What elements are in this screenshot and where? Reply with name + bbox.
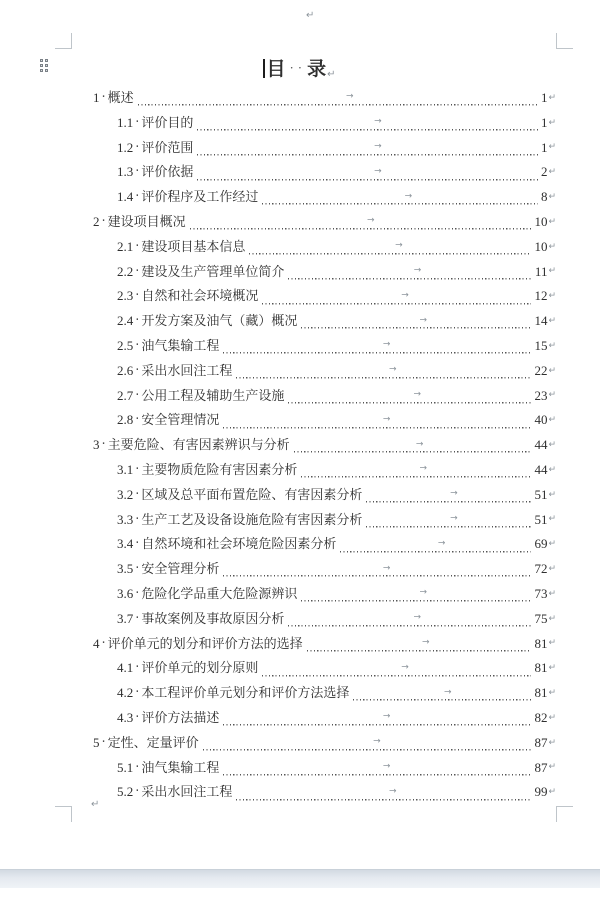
space-mark: · [135, 387, 140, 403]
entry-page-number: 10 [534, 213, 548, 229]
leader-dots [197, 160, 538, 185]
tab-arrow-mark: → [415, 439, 424, 450]
tab-arrow-mark: → [374, 116, 382, 127]
paragraph-mark: ↵ [548, 316, 556, 327]
entry-title: 评价单元的划分原则 [141, 660, 259, 676]
entry-number: 2 [93, 213, 100, 229]
toc-entry[interactable] [72, 632, 556, 657]
entry-title: 定性、定量评价 [107, 734, 199, 750]
entry-title: 评价程序及工作经过 [141, 189, 259, 205]
tab-arrow-mark: → [413, 389, 421, 400]
empty-paragraph-mark: ↵ [306, 10, 315, 21]
paragraph-mark: ↵ [548, 762, 556, 773]
space-mark: · [135, 536, 140, 552]
toc-entry[interactable] [72, 681, 556, 706]
tab-arrow-mark: → [443, 687, 452, 698]
toc-entry[interactable] [72, 235, 556, 260]
toc-entry[interactable] [72, 359, 556, 384]
toc-entry[interactable] [72, 384, 556, 409]
entry-number: 5.1 [117, 759, 134, 775]
entry-page-number: 69 [534, 536, 548, 552]
entry-number: 3.4 [117, 536, 134, 552]
toc-entry[interactable] [72, 582, 556, 607]
entry-title: 自然环境和社会环境危险因素分析 [141, 536, 337, 552]
entry-title: 本工程评价单元划分和评价方法选择 [141, 685, 350, 701]
entry-page-number: 2 [540, 164, 548, 180]
paragraph-mark: ↵ [548, 688, 556, 699]
entry-title: 评价依据 [141, 164, 194, 180]
entry-title: 危险化学品重大危险源辨识 [141, 585, 298, 601]
paragraph-mark: ↵ [548, 390, 556, 401]
tab-arrow-mark: → [437, 538, 446, 549]
paragraph-mark: ↵ [548, 291, 556, 302]
toc-entry[interactable] [72, 210, 556, 235]
entry-title: 评价方法描述 [141, 709, 220, 725]
entry-page-number: 81 [534, 635, 548, 651]
paragraph-mark: ↵ [548, 167, 556, 178]
leader-dots [197, 136, 538, 161]
paragraph-mark: ↵ [548, 340, 556, 351]
tab-arrow-mark: → [388, 786, 397, 797]
paragraph-mark: ↵ [548, 663, 556, 674]
tab-arrow-mark: → [374, 141, 382, 152]
entry-number: 3 [93, 437, 100, 453]
entry-page-number: 75 [534, 610, 548, 626]
entry-page-number: 51 [534, 486, 548, 502]
tab-arrow-mark: → [382, 414, 391, 425]
toc-entry[interactable] [72, 731, 556, 756]
space-mark: · [135, 313, 140, 329]
tab-arrow-mark: → [419, 587, 428, 598]
space-mark: · [101, 437, 106, 453]
entry-number: 4.1 [117, 660, 134, 676]
tab-arrow-mark: → [373, 736, 381, 747]
space-mark: · [135, 511, 140, 527]
entry-number: 1.2 [117, 139, 134, 155]
toc-entry[interactable] [72, 309, 556, 334]
entry-title: 主要物质危险有害因素分析 [141, 461, 298, 477]
entry-title: 油气集输工程 [141, 337, 220, 353]
entry-page-number: 1 [540, 90, 548, 105]
entry-number: 2.8 [117, 412, 134, 428]
entry-title: 事故案例及事故原因分析 [141, 610, 285, 626]
toc-entry[interactable] [72, 607, 556, 632]
toc-entry[interactable] [72, 706, 556, 731]
entry-title: 评价范围 [141, 139, 194, 155]
toc-entry[interactable] [72, 557, 556, 582]
entry-number: 5 [93, 734, 100, 750]
trailing-paragraph-mark: ↵ [91, 799, 100, 810]
space-mark: · [135, 784, 140, 800]
leader-dots [223, 334, 531, 359]
toc-entry[interactable] [72, 136, 556, 161]
title-char-left: 目 [266, 59, 287, 80]
space-mark: · [101, 635, 106, 651]
tab-arrow-mark: → [401, 290, 409, 301]
space-mark: · [135, 139, 140, 155]
entry-page-number: 44 [534, 437, 548, 453]
space-mark: · [135, 461, 140, 477]
leader-dots [223, 706, 531, 731]
space-mark: · [135, 610, 140, 626]
paragraph-mark: ↵ [548, 613, 556, 624]
leader-dots [190, 210, 532, 235]
entry-title: 开发方案及油气（藏）概况 [141, 313, 298, 329]
entry-title: 自然和社会环境概况 [141, 288, 259, 304]
entry-page-number: 81 [534, 685, 548, 701]
leader-dots [197, 111, 538, 136]
title-paragraph-mark: ↵ [327, 69, 337, 80]
toc-entry[interactable] [72, 284, 556, 309]
tab-arrow-mark: → [382, 711, 391, 722]
tab-arrow-mark: → [450, 488, 458, 499]
margin-crop-mark-top-right [556, 33, 573, 49]
entry-page-number: 1 [540, 114, 548, 130]
entry-page-number: 23 [534, 387, 548, 403]
tab-arrow-mark: → [367, 215, 375, 226]
entry-number: 1.1 [117, 114, 134, 130]
leader-dots [262, 284, 531, 309]
paragraph-mark: ↵ [548, 489, 556, 500]
space-mark: · [135, 759, 140, 775]
entry-page-number: 51 [534, 511, 548, 527]
entry-number: 1 [93, 90, 100, 105]
entry-number: 4.2 [117, 685, 134, 701]
leader-dots [307, 632, 532, 657]
leader-dots [203, 731, 532, 756]
space-mark: · [135, 164, 140, 180]
leader-dots [262, 656, 531, 681]
leader-dots [294, 433, 532, 458]
paragraph-mark: ↵ [548, 216, 556, 227]
paragraph-mark: ↵ [548, 142, 556, 153]
space-mark: · [135, 685, 140, 701]
tab-arrow-mark: → [401, 662, 409, 673]
paragraph-mark: ↵ [548, 241, 556, 252]
toc-entry[interactable] [72, 86, 556, 111]
entry-title: 主要危险、有害因素辨识与分析 [107, 437, 290, 453]
toc-entry[interactable] [72, 433, 556, 458]
next-page [0, 888, 600, 914]
space-mark: · [135, 263, 140, 279]
leader-dots [340, 532, 531, 557]
tab-arrow-mark: → [346, 91, 354, 102]
tab-arrow-mark: → [419, 315, 428, 326]
space-mark: · [135, 288, 140, 304]
leader-dots [249, 235, 531, 260]
toc-entry[interactable] [72, 780, 556, 805]
tab-arrow-mark: → [413, 612, 421, 623]
margin-crop-mark-bottom-left [55, 806, 72, 822]
page-gap[interactable] [0, 869, 600, 888]
paragraph-mark: ↵ [548, 365, 556, 376]
space-mark: · [135, 238, 140, 254]
space-mark: · [101, 734, 106, 750]
entry-number: 3.1 [117, 461, 134, 477]
paragraph-mark: ↵ [548, 514, 556, 525]
paragraph-mark: ↵ [548, 415, 556, 426]
paragraph-mark: ↵ [548, 638, 556, 649]
paragraph-mark: ↵ [548, 588, 556, 599]
leader-dots [366, 483, 531, 508]
leader-dots [288, 607, 531, 632]
entry-page-number: 87 [534, 734, 548, 750]
tab-arrow-mark: → [450, 513, 458, 524]
entry-page-number: 12 [534, 288, 548, 304]
toc-entry[interactable] [72, 483, 556, 508]
tab-arrow-mark: → [395, 240, 403, 251]
entry-title: 采出水回注工程 [141, 362, 233, 378]
entry-number: 2.5 [117, 337, 134, 353]
title-char-right: 录 [307, 59, 328, 80]
leader-dots [366, 508, 531, 533]
entry-title: 概述 [107, 90, 134, 105]
entry-page-number: 81 [534, 660, 548, 676]
tab-arrow-mark: → [419, 463, 428, 474]
toc-entry[interactable] [72, 111, 556, 136]
tab-arrow-mark: → [422, 637, 430, 648]
entry-number: 2.2 [117, 263, 134, 279]
entry-page-number: 72 [534, 561, 548, 577]
space-mark: · [135, 189, 140, 205]
entry-page-number: 99 [534, 784, 548, 800]
entry-number: 2.6 [117, 362, 134, 378]
entry-number: 4.3 [117, 709, 134, 725]
entry-title: 评价单元的划分和评价方法的选择 [107, 635, 303, 651]
toc-entry[interactable] [72, 756, 556, 781]
entry-number: 3.3 [117, 511, 134, 527]
entry-page-number: 82 [534, 709, 548, 725]
entry-title: 公用工程及辅助生产设施 [141, 387, 285, 403]
entry-title: 建设项目概况 [107, 213, 186, 229]
paragraph-mark: ↵ [548, 564, 556, 575]
toc-title[interactable] [0, 52, 600, 84]
entry-page-number: 22 [534, 362, 548, 378]
space-mark: · [135, 660, 140, 676]
entry-title: 建设项目基本信息 [141, 238, 246, 254]
toc-entry[interactable] [72, 532, 556, 557]
entry-number: 2.4 [117, 313, 134, 329]
tab-arrow-mark: → [382, 563, 391, 574]
entry-page-number: 15 [534, 337, 548, 353]
paragraph-mark: ↵ [548, 440, 556, 451]
leader-dots [353, 681, 531, 706]
entry-number: 2.7 [117, 387, 134, 403]
margin-crop-mark-top-left [55, 33, 72, 49]
leader-dots [262, 185, 538, 210]
entry-title: 采出水回注工程 [141, 784, 233, 800]
leader-dots [301, 309, 531, 334]
toc-entry[interactable] [72, 408, 556, 433]
entry-page-number: 8 [540, 189, 548, 205]
leader-dots [288, 260, 532, 285]
entry-number: 2.1 [117, 238, 134, 254]
paragraph-mark: ↵ [548, 192, 556, 203]
leader-dots [236, 780, 531, 805]
entry-number: 3.6 [117, 585, 134, 601]
entry-title: 建设及生产管理单位简介 [141, 263, 285, 279]
entry-title: 油气集输工程 [141, 759, 220, 775]
toc-entry[interactable] [72, 260, 556, 285]
tab-arrow-mark: → [374, 166, 382, 177]
leader-dots [288, 384, 531, 409]
toc-entry[interactable] [72, 334, 556, 359]
entry-title: 安全管理情况 [141, 412, 220, 428]
entry-number: 3.5 [117, 561, 134, 577]
entry-number: 5.2 [117, 784, 134, 800]
leader-dots [301, 582, 531, 607]
toc-entry[interactable] [72, 458, 556, 483]
space-mark: · [101, 213, 106, 229]
paragraph-mark: ↵ [548, 92, 556, 103]
space-mark: · [101, 90, 106, 105]
toc-entry[interactable] [72, 185, 556, 210]
space-mark: · [135, 709, 140, 725]
entry-number: 4 [93, 635, 100, 651]
toc-entry[interactable] [72, 656, 556, 681]
entry-title: 区域及总平面布置危险、有害因素分析 [141, 486, 363, 502]
tab-arrow-mark: → [382, 761, 391, 772]
toc-entry[interactable] [72, 160, 556, 185]
leader-dots [223, 557, 531, 582]
toc-entry[interactable] [72, 508, 556, 533]
entry-title: 评价目的 [141, 114, 194, 130]
space-mark: · [135, 561, 140, 577]
leader-dots [223, 756, 531, 781]
toc-list [72, 86, 556, 805]
entry-number: 3.2 [117, 486, 134, 502]
leader-dots [236, 359, 531, 384]
title-space-marks: ·· [289, 60, 307, 75]
entry-title: 安全管理分析 [141, 561, 220, 577]
entry-page-number: 14 [534, 313, 548, 329]
space-mark: · [135, 585, 140, 601]
tab-arrow-mark: → [388, 364, 397, 375]
paragraph-mark: ↵ [548, 737, 556, 748]
entry-number: 1.3 [117, 164, 134, 180]
space-mark: · [135, 362, 140, 378]
paragraph-mark: ↵ [548, 539, 556, 550]
margin-crop-mark-bottom-right [556, 806, 573, 822]
paragraph-mark: ↵ [548, 712, 556, 723]
space-mark: · [135, 412, 140, 428]
entry-number: 1.4 [117, 189, 134, 205]
leader-dots [223, 408, 531, 433]
entry-number: 2.3 [117, 288, 134, 304]
tab-arrow-mark: → [413, 265, 422, 276]
tab-arrow-mark: → [404, 191, 413, 202]
leader-dots [138, 86, 538, 111]
space-mark: · [135, 486, 140, 502]
entry-page-number: 10 [534, 238, 548, 254]
paragraph-mark: ↵ [548, 117, 556, 128]
tab-arrow-mark: → [382, 339, 391, 350]
paragraph-mark: ↵ [548, 464, 556, 475]
entry-page-number: 73 [534, 585, 548, 601]
entry-page-number: 11 [534, 263, 548, 279]
entry-page-number: 87 [534, 759, 548, 775]
entry-number: 3.7 [117, 610, 134, 626]
entry-page-number: 44 [534, 461, 548, 477]
leader-dots [301, 458, 531, 483]
paragraph-mark: ↵ [548, 266, 556, 277]
entry-page-number: 1 [540, 139, 548, 155]
space-mark: · [135, 114, 140, 130]
paragraph-mark: ↵ [548, 787, 556, 798]
space-mark: · [135, 337, 140, 353]
entry-page-number: 40 [534, 412, 548, 428]
entry-title: 生产工艺及设备设施危险有害因素分析 [141, 511, 363, 527]
